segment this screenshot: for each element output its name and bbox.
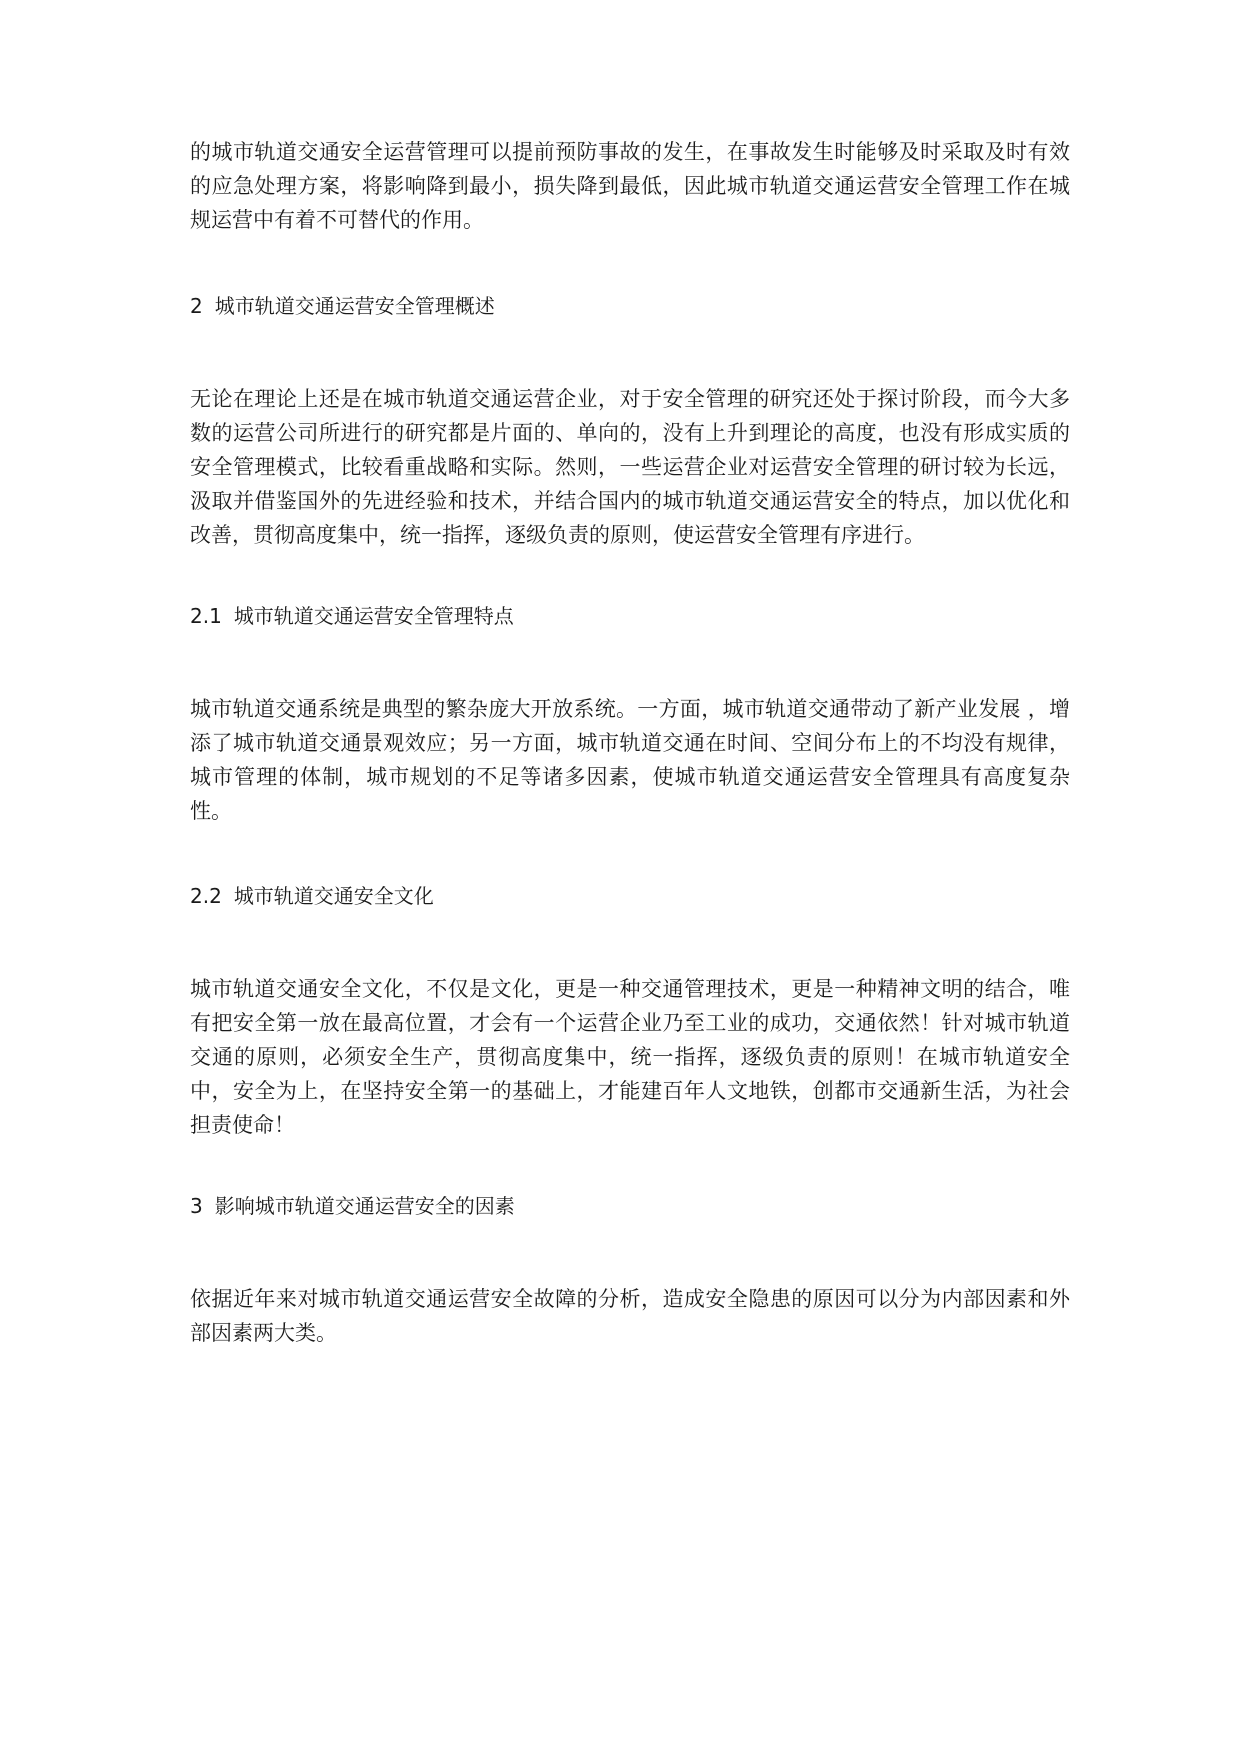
section-title: 城市轨道交通运营安全管理特点 bbox=[233, 604, 514, 628]
safety-culture-paragraph: 城市轨道交通安全文化，不仅是文化，更是一种交通管理技术，更是一种精神文明的结合，唯有把安全第一放在最高位置，才会有一个运营企业乃至工业的成功，交通依然！针对城市轨道交通的原则，必须安全生产，贯彻高度集中，统一指挥，逐级负责的原则！在城市轨道安全中，安全为上，在坚持安全第一的基础上，才能建百年人文地铁，创都市交通新生活，为社会担责使命！ bbox=[190, 977, 1070, 1137]
section-title: 影响城市轨道交通运营安全的因素 bbox=[214, 1194, 515, 1218]
intro-paragraph: 的城市轨道交通安全运营管理可以提前预防事故的发生，在事故发生时能够及时采取及时有效的应急处理方案，将影响降到最小，损失降到最低，因此城市轨道交通运营安全管理工作在城规运营中有着不可替代的作用。 bbox=[190, 140, 1070, 232]
characteristics-paragraph: 城市轨道交通系统是典型的繁杂庞大开放系统。一方面，城市轨道交通带动了新产业发展 ，增添了城市轨道交通景观效应；另一方面，城市轨道交通在时间、空间分布上的不均没有规律，城市管理的体制，城市规划的不足等诸多因素，使城市轨道交通运营安全管理具有高度复杂性。 bbox=[190, 697, 1070, 823]
section-number: 3 bbox=[190, 1194, 203, 1218]
factors-paragraph: 依据近年来对城市轨道交通运营安全故障的分析，造成安全隐患的原因可以分为内部因素和外部因素两大类。 bbox=[190, 1287, 1070, 1345]
section-heading-2-1 bbox=[190, 602, 1070, 630]
section-title: 城市轨道交通安全文化 bbox=[233, 884, 434, 908]
section-number: 2 bbox=[190, 294, 203, 318]
section-heading-2-2 bbox=[190, 882, 1070, 910]
section-title: 城市轨道交通运营安全管理概述 bbox=[214, 294, 495, 318]
section-number: 2.1 bbox=[190, 604, 222, 628]
section-heading-3 bbox=[190, 1192, 1070, 1220]
overview-paragraph: 无论在理论上还是在城市轨道交通运营企业，对于安全管理的研究还处于探讨阶段，而今大多数的运营公司所进行的研究都是片面的、单向的，没有上升到理论的高度，也没有形成实质的安全管理模式，比较看重战略和实际。然则，一些运营企业对运营安全管理的研讨较为长远，汲取并借鉴国外的先进经验和技术，并结合国内的城市轨道交通运营安全的特点，加以优化和改善，贯彻高度集中，统一指挥，逐级负责的原则，使运营安全管理有序进行。 bbox=[190, 387, 1070, 547]
section-number: 2.2 bbox=[190, 884, 222, 908]
section-heading-2 bbox=[190, 292, 1070, 320]
